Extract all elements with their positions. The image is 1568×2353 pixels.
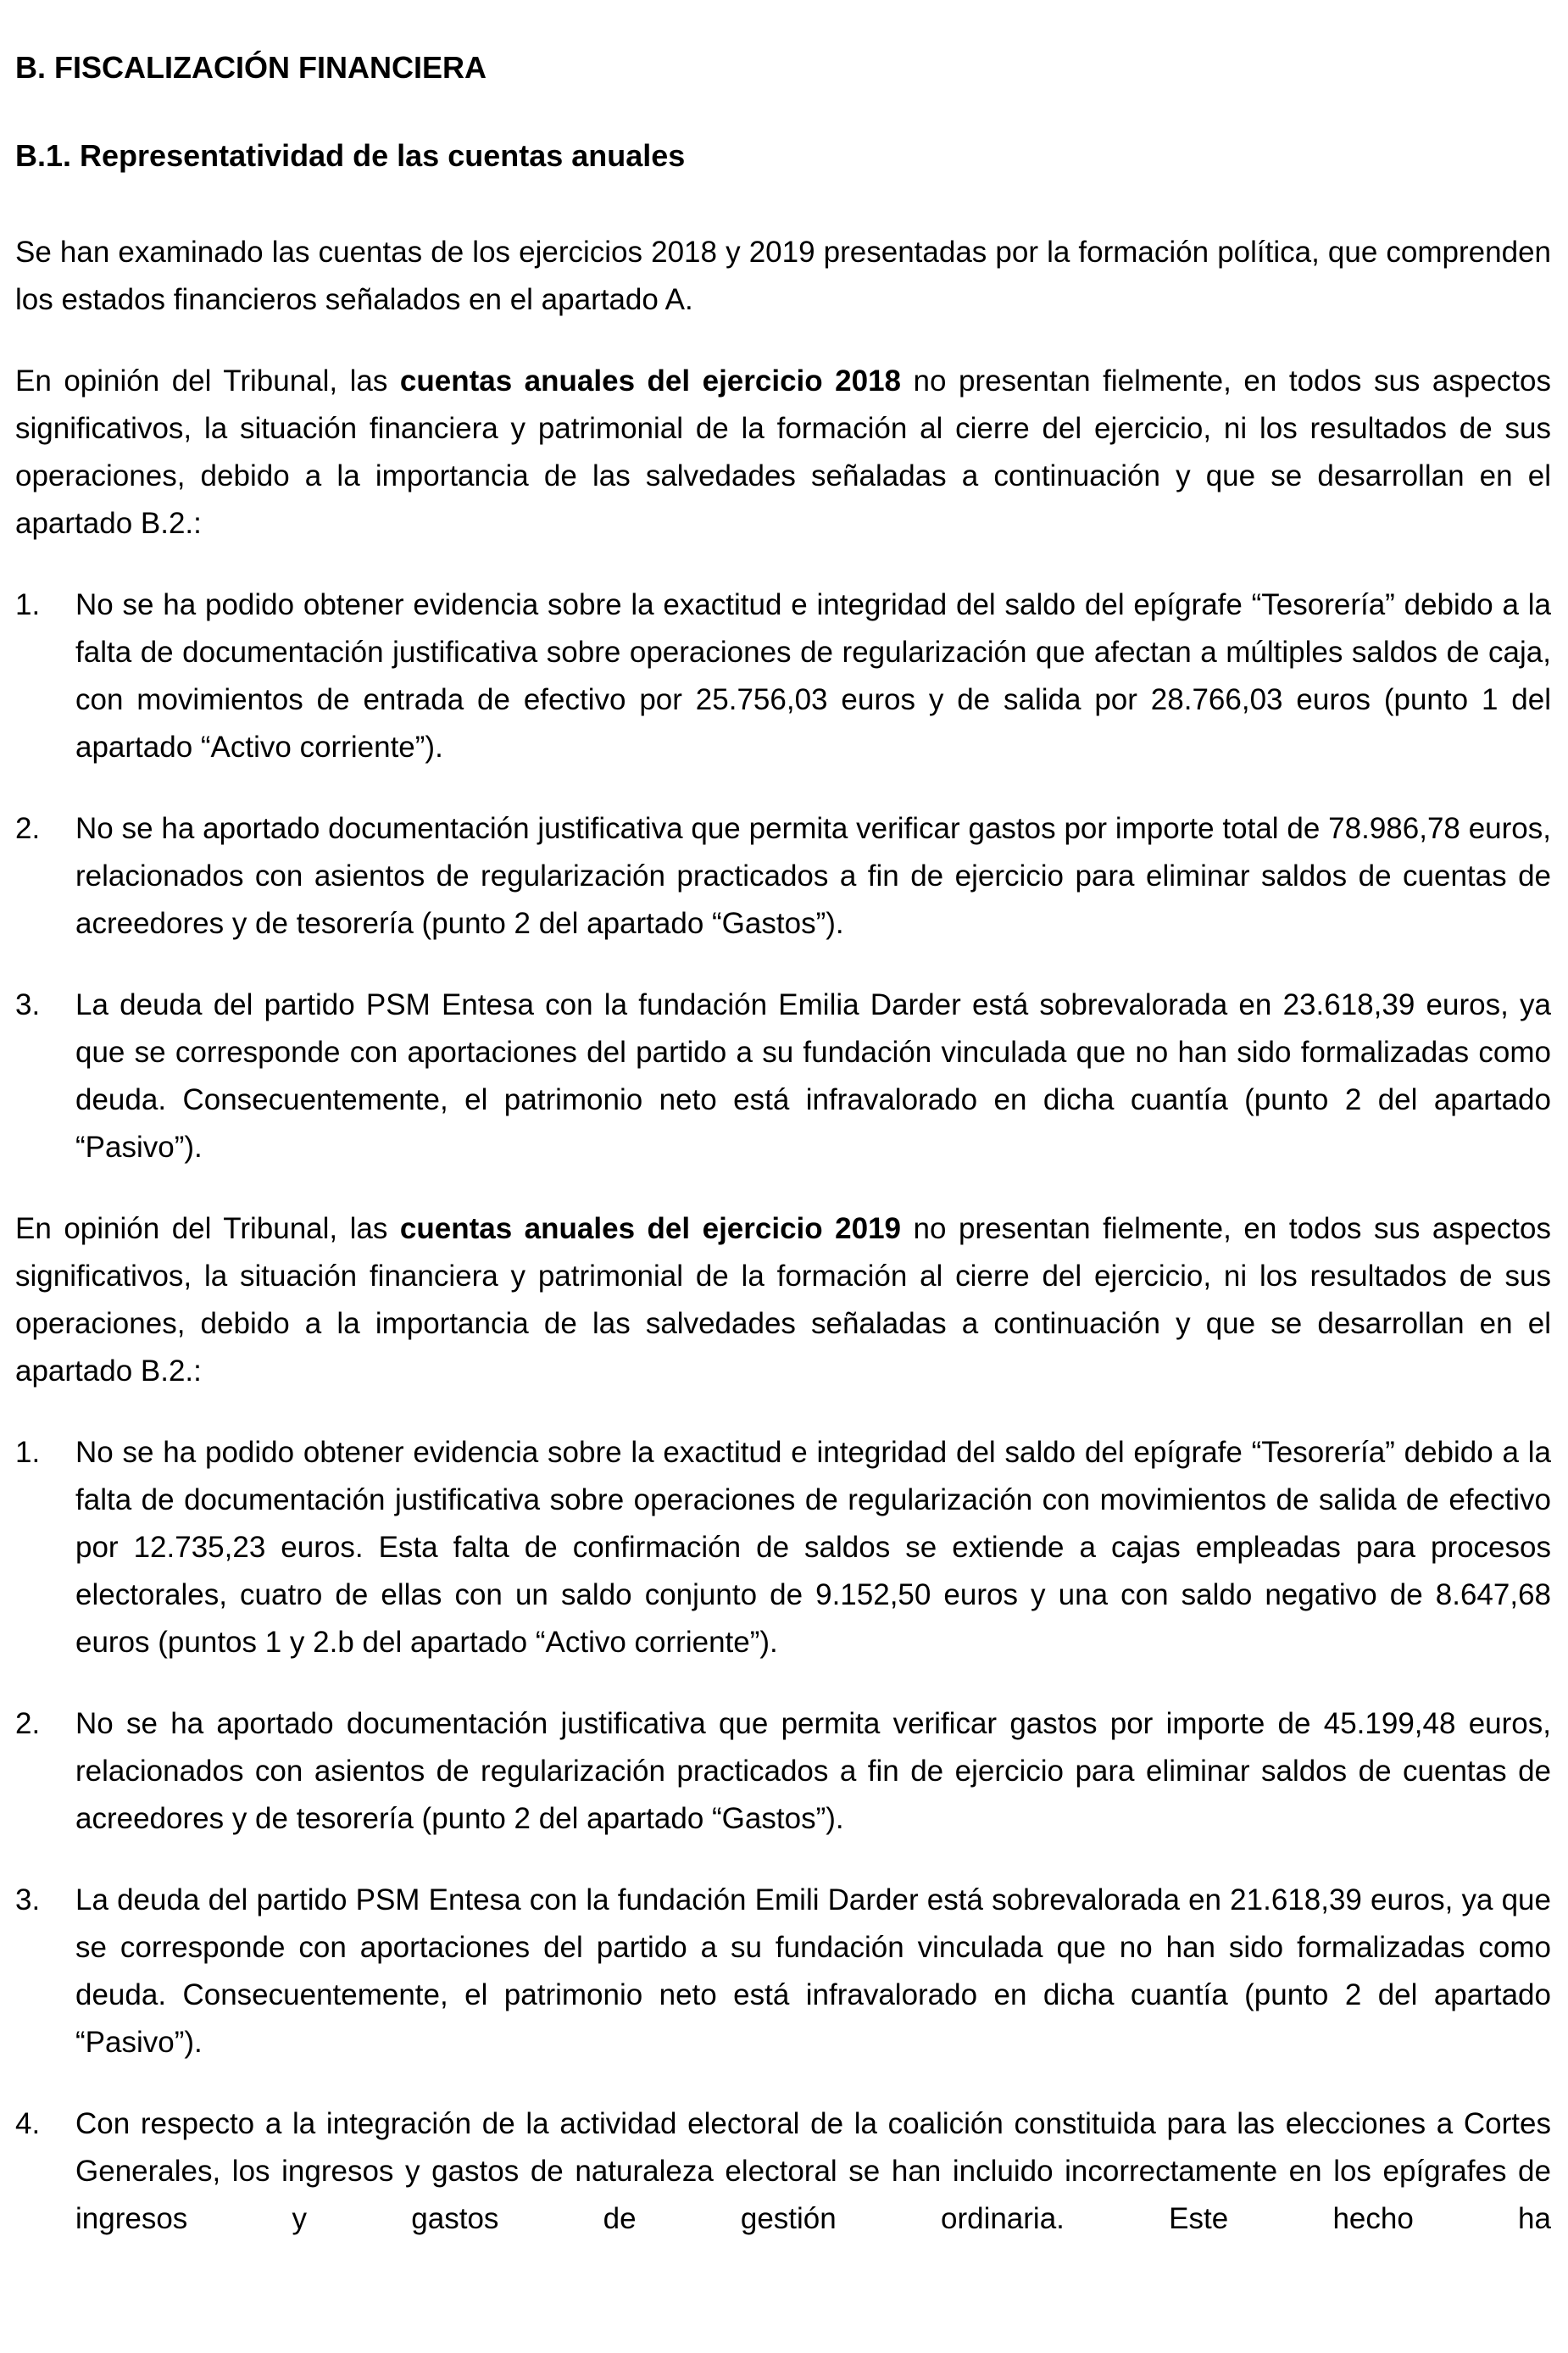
list-item-text: Con respecto a la integración de la actividad electoral de la coalición constituida para las elecciones a Cortes Generales, los ingresos y gastos de naturaleza electoral se han incluido incorrectamente en los epígrafes de ingresos y gastos de gestión ordinaria. Este hecho ha xyxy=(75,2107,1551,2235)
list-item xyxy=(15,982,1551,1171)
list-item-text: No se ha aportado documentación justificativa que permita verificar gastos por importe total de 78.986,78 euros, relacionados con asientos de regularización practicados a fin de ejercicio para eliminar saldos de cuentas de acreedores y de tesorería (punto 2 del apartado “Gastos”). xyxy=(75,812,1551,940)
list-item-text: No se ha aportado documentación justificativa que permita verificar gastos por importe de 45.199,48 euros, relacionados con asientos de regularización practicados a fin de ejercicio para eliminar saldos de cuentas de acreedores y de tesorería (punto 2 del apartado “Gastos”). xyxy=(75,1707,1551,1835)
list-item-number: 1. xyxy=(15,1436,41,1469)
list-item-number: 4. xyxy=(15,2107,41,2140)
opinion-2018-bold: cuentas anuales del ejercicio 2018 xyxy=(399,364,902,398)
list-item xyxy=(15,805,1551,948)
intro-paragraph: Se han examinado las cuentas de los ejercicios 2018 y 2019 presentadas por la formación política, que comprenden los estados financieros señalados en el apartado A. xyxy=(15,236,1551,316)
opinion-2019-paragraph xyxy=(15,1205,1551,1395)
opinion-2019-pre: En opinión del Tribunal, las xyxy=(15,1212,400,1245)
opinion-2018-post: no presentan fielmente, en todos sus aspectos significativos, la situación financiera y patrimonial de la formación al cierre del ejercicio, ni los resultados de sus operaciones, debido a la importancia de las salvedades señaladas a continuación y que se desarrollan en el apartado B.2.: xyxy=(15,364,1551,540)
list-item xyxy=(15,1877,1551,2067)
list-item-text: La deuda del partido PSM Entesa con la fundación Emilia Darder está sobrevalorada en 23.618,39 euros, ya que se corresponde con aportaciones del partido a su fundación vinculada que no han sido formalizadas como deuda. Consecuentemente, el patrimonio neto está infravalorado en dicha cuantía (punto 2 del apartado “Pasivo”). xyxy=(75,988,1551,1164)
findings-2018-list xyxy=(15,581,1551,1171)
list-item-number: 2. xyxy=(15,1707,41,1740)
list-item-number: 2. xyxy=(15,812,41,845)
list-item-number: 3. xyxy=(15,988,41,1021)
list-item xyxy=(15,581,1551,771)
section-heading: B. FISCALIZACIÓN FINANCIERA xyxy=(15,50,487,85)
report-section xyxy=(15,49,1551,2243)
list-item xyxy=(15,1429,1551,1666)
opinion-2018-paragraph xyxy=(15,358,1551,548)
list-item xyxy=(15,2100,1551,2243)
list-item xyxy=(15,1700,1551,1843)
list-item-text: No se ha podido obtener evidencia sobre la exactitud e integridad del saldo del epígrafe “Tesorería” debido a la falta de documentación justificativa sobre operaciones de regularización con movimientos de salida de efectivo por 12.735,23 euros. Esta falta de confirmación de saldos se extiende a cajas empleadas para procesos electorales, cuatro de ellas con un saldo conjunto de 9.152,50 euros y una con saldo negativo de 8.647,68 euros (puntos 1 y 2.b del apartado “Activo corriente”). xyxy=(75,1436,1551,1659)
list-item-number: 3. xyxy=(15,1883,41,1916)
list-item-text: La deuda del partido PSM Entesa con la fundación Emili Darder está sobrevalorada en 21.618,39 euros, ya que se corresponde con aportaciones del partido a su fundación vinculada que no han sido formalizadas como deuda. Consecuentemente, el patrimonio neto está infravalorado en dicha cuantía (punto 2 del apartado “Pasivo”). xyxy=(75,1883,1551,2059)
findings-2019-list xyxy=(15,1429,1551,2243)
opinion-2019-post: no presentan fielmente, en todos sus aspectos significativos, la situación financiera y patrimonial de la formación al cierre del ejercicio, ni los resultados de sus operaciones, debido a la importancia de las salvedades señaladas a continuación y que se desarrollan en el apartado B.2.: xyxy=(15,1212,1551,1388)
list-item-text: No se ha podido obtener evidencia sobre la exactitud e integridad del saldo del epígrafe “Tesorería” debido a la falta de documentación justificativa sobre operaciones de regularización que afectan a múltiples saldos de caja, con movimientos de entrada de efectivo por 25.756,03 euros y de salida por 28.766,03 euros (punto 1 del apartado “Activo corriente”). xyxy=(75,588,1551,764)
opinion-2018-pre: En opinión del Tribunal, las xyxy=(15,364,400,398)
list-item-number: 1. xyxy=(15,588,41,621)
opinion-2019-bold: cuentas anuales del ejercicio 2019 xyxy=(399,1212,902,1245)
subsection-heading: B.1. Representatividad de las cuentas anuales xyxy=(15,138,686,173)
